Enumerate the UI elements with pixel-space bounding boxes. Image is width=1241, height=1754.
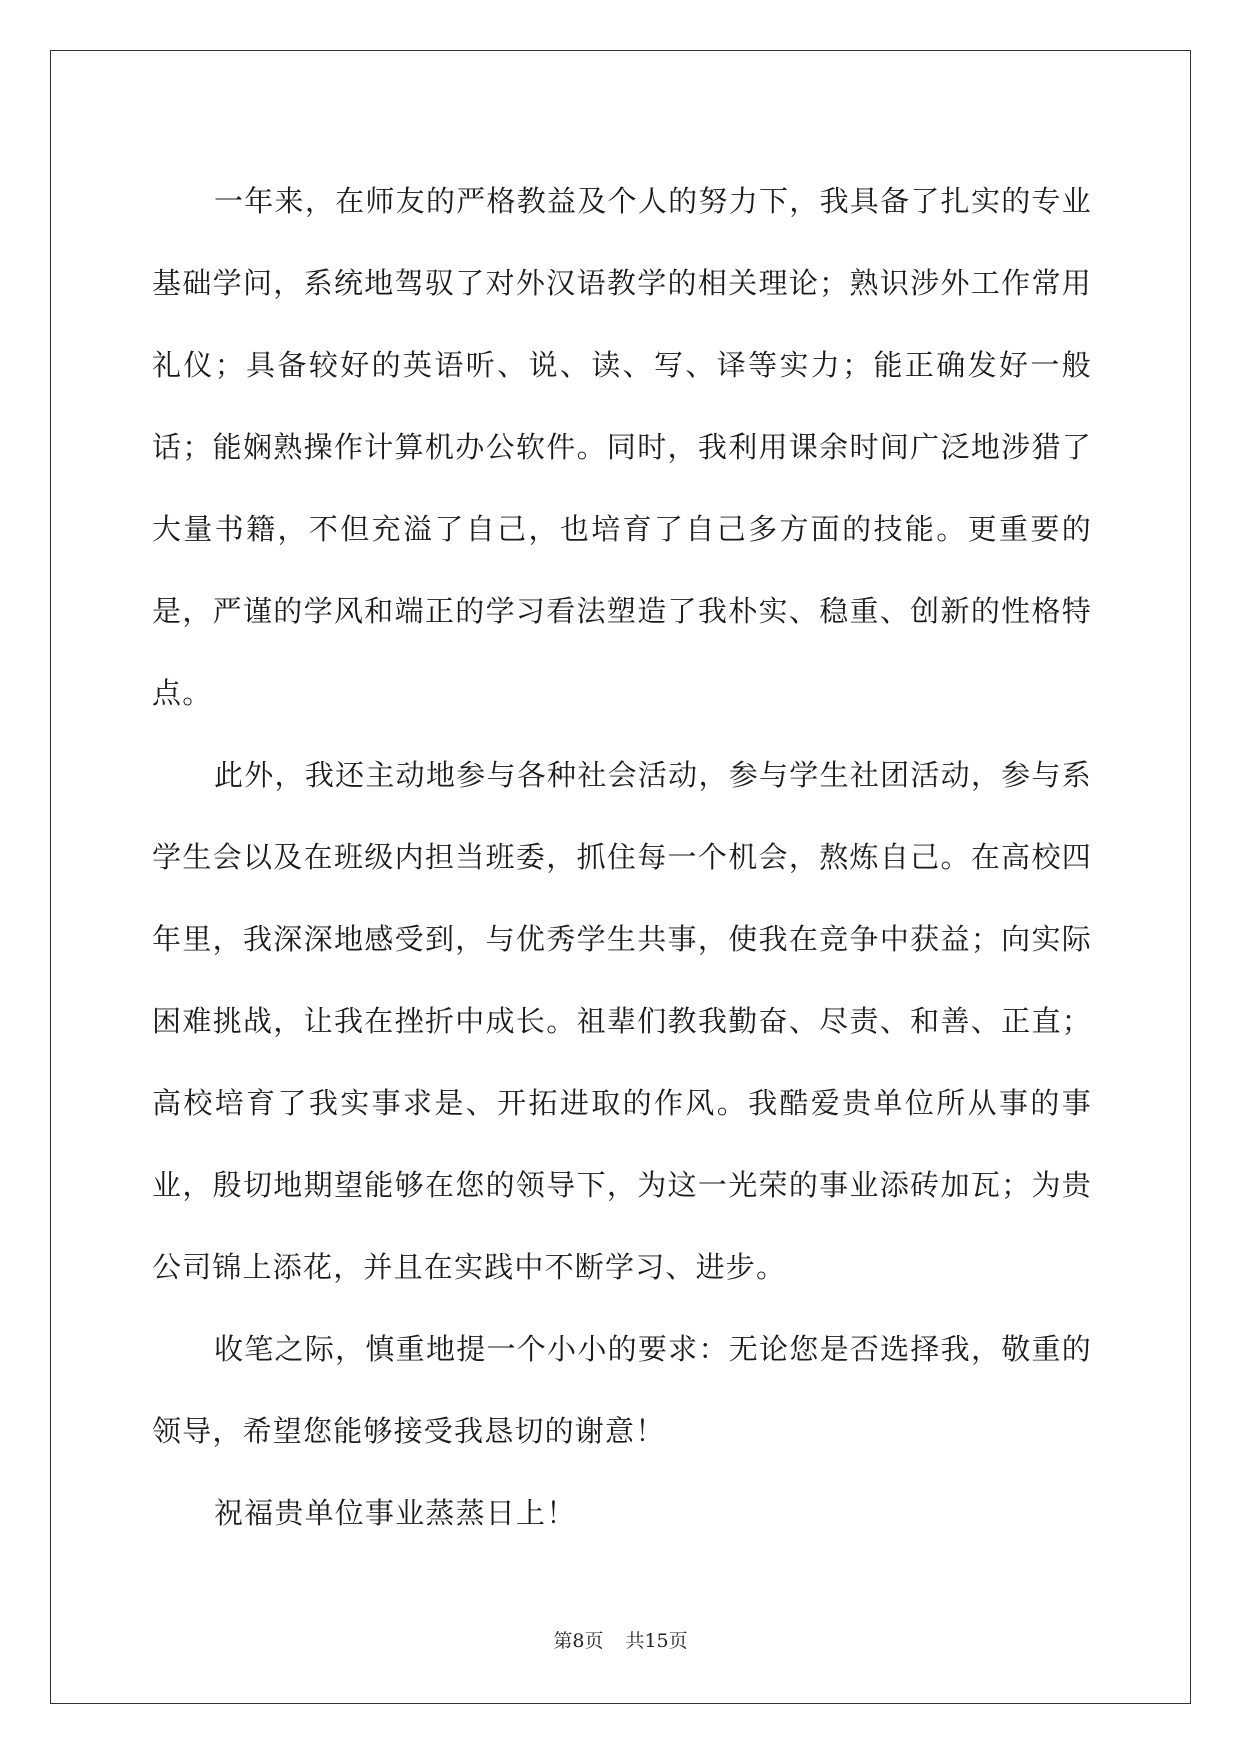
paragraph-closing-request: 收笔之际，慎重地提一个小小的要求：无论您是否选择我，敬重的领导，希望您能够接受我恳切的谢意！ [152,1332,1092,1448]
paragraph-education: 一年来，在师友的严格教益及个人的努力下，我具备了扎实的专业基础学问，系统地驾驭了对外汉语教学的相关理论；熟识涉外工作常用礼仪；具备较好的英语听、说、读、写、译等实力；能正确发好一般话；能娴熟操作计算机办公软件。同时，我利用课余时间广泛地涉猎了大量书籍，不但充溢了自己，也培育了自己多方面的技能。更重要的是，严谨的学风和端正的学习看法塑造了我朴实、稳重、创新的性格特点。 [152,184,1092,710]
paragraph-activities: 此外，我还主动地参与各种社会活动，参与学生社团活动，参与系学生会以及在班级内担当班委，抓住每一个机会，熬炼自己。在高校四年里，我深深地感受到，与优秀学生共事，使我在竞争中获益；向实际困难挑战，让我在挫折中成长。祖辈们教我勤奋、尽责、和善、正直；高校培育了我实事求是、开拓进取的作风。我酷爱贵单位所从事的事业，殷切地期望能够在您的领导下，为这一光荣的事业添砖加瓦；为贵公司锦上添花，并且在实践中不断学习、进步。 [152,758,1092,1284]
page-footer [0,1626,1241,1653]
paragraph-wishes: 祝福贵单位事业蒸蒸日上！ [214,1496,577,1530]
page-total: 共15页 [625,1630,688,1652]
document-body [152,160,1092,1554]
page-number: 第8页 [553,1630,604,1652]
